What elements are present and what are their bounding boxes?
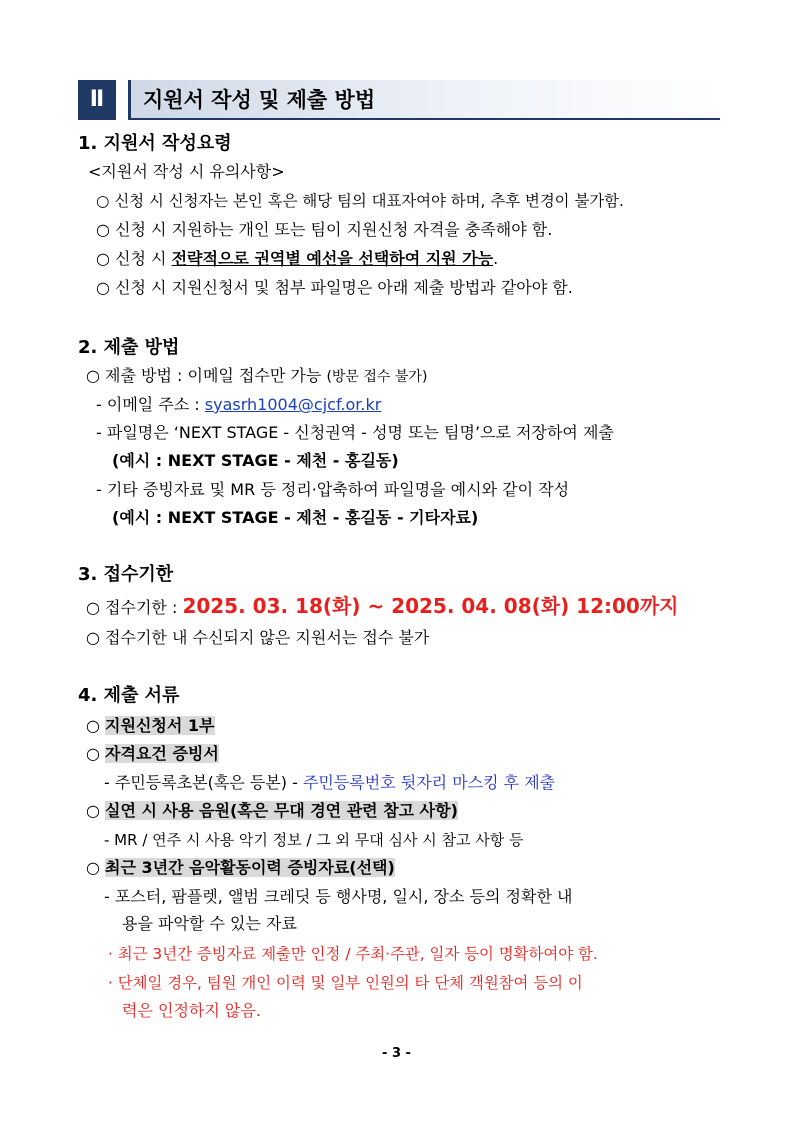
deadline-label: ○ 접수기한 : bbox=[86, 598, 183, 617]
document-item-1-bullet: ○ bbox=[86, 716, 106, 735]
email-link[interactable]: syasrh1004@cjcf.or.kr bbox=[204, 395, 382, 414]
document-item-2-bullet: ○ bbox=[86, 744, 106, 763]
document-item-4-note-2-line-2: 력은 인정하지 않음. bbox=[122, 1001, 261, 1020]
document-item-2-label: 자격요건 증빙서 bbox=[105, 744, 219, 763]
chapter-header bbox=[78, 80, 722, 120]
deadline-line bbox=[86, 594, 679, 620]
section4-heading: 4. 제출 서류 bbox=[78, 685, 180, 706]
chapter-title: 지원서 작성 및 제출 방법 bbox=[143, 88, 376, 112]
submission-method-note: (방문 접수 불가) bbox=[326, 369, 428, 385]
page-number: - 3 - bbox=[382, 1046, 411, 1061]
email-line bbox=[96, 393, 381, 417]
chapter-number: Ⅱ bbox=[78, 80, 116, 120]
filename-example: (예시 : NEXT STAGE - 제천 - 홍길동) bbox=[112, 451, 399, 470]
section1-item-2: ○ 신청 시 지원하는 개인 또는 팀이 지원신청 자격을 충족해야 함. bbox=[96, 220, 553, 239]
document-item-2-detail bbox=[104, 771, 555, 795]
deadline-value: 2025. 03. 18(화) ~ 2025. 04. 08(화) 12:00까지 bbox=[182, 594, 679, 618]
section1-item-3 bbox=[96, 247, 498, 271]
document-item-4-detail-line-1: - 포스터, 팜플렛, 앨범 크레딧 등 행사명, 일시, 장소 등의 정확한 내 bbox=[104, 887, 573, 906]
section1-item-3-suffix: . bbox=[493, 249, 499, 268]
document-item-3 bbox=[86, 799, 458, 823]
section1-heading: 1. 지원서 작성요령 bbox=[78, 133, 232, 154]
submission-method-label: ○ 제출 방법 : 이메일 접수만 가능 bbox=[86, 366, 327, 385]
document-item-4-detail-line-2: 용을 파악할 수 있는 자료 bbox=[122, 914, 297, 933]
document-item-3-label: 실연 시 사용 음원(혹은 무대 경연 관련 참고 사항) bbox=[105, 801, 458, 820]
filename-rule: - 파일명은 ‘NEXT STAGE - 신청권역 - 성명 또는 팀명’으로 저장하여 제출 bbox=[96, 423, 614, 442]
document-item-3-bullet: ○ bbox=[86, 801, 106, 820]
section1-subheading: <지원서 작성 시 유의사항> bbox=[88, 162, 285, 181]
section2-heading: 2. 제출 방법 bbox=[78, 337, 180, 358]
chapter-title-box bbox=[128, 80, 720, 120]
document-item-2-detail-emphasis: 주민등록번호 뒷자리 마스킹 후 제출 bbox=[302, 773, 556, 792]
section1-item-3-emphasis: 전략적으로 권역별 예선을 선택하여 지원 가능 bbox=[171, 249, 494, 268]
document-item-1-label: 지원신청서 1부 bbox=[105, 716, 215, 735]
submission-method bbox=[86, 364, 427, 389]
email-label: - 이메일 주소 : bbox=[96, 395, 205, 414]
deadline-note: ○ 접수기한 내 수신되지 않은 지원서는 접수 불가 bbox=[86, 628, 430, 647]
document-item-4-note-2-line-1: · 단체일 경우, 팀원 개인 이력 및 일부 인원의 타 단체 객원참여 등의 이 bbox=[108, 974, 583, 992]
section1-item-4: ○ 신청 시 지원신청서 및 첨부 파일명은 아래 제출 방법과 같아야 함. bbox=[96, 278, 573, 297]
document-item-4-label: 최근 3년간 음악활동이력 증빙자료(선택) bbox=[105, 858, 395, 877]
other-files-rule: - 기타 증빙자료 및 MR 등 정리·압축하여 파일명을 예시와 같이 작성 bbox=[96, 480, 570, 499]
document-item-2-detail-prefix: - 주민등록초본(혹은 등본) - bbox=[104, 773, 303, 792]
section1-item-3-prefix: ○ 신청 시 bbox=[96, 249, 172, 268]
section3-heading: 3. 접수기한 bbox=[78, 564, 174, 585]
document-item-4-note-1: · 최근 3년간 증빙자료 제출만 인정 / 주최·주관, 일자 등이 명확하여야 함. bbox=[108, 945, 598, 963]
other-files-example: (예시 : NEXT STAGE - 제천 - 홍길동 - 기타자료) bbox=[112, 508, 479, 527]
document-item-3-detail: - MR / 연주 시 사용 악기 정보 / 그 외 무대 심사 시 참고 사항 등 bbox=[104, 831, 524, 849]
document-item-2 bbox=[86, 742, 219, 766]
document-item-4-bullet: ○ bbox=[86, 858, 106, 877]
document-item-1 bbox=[86, 714, 215, 738]
document-item-4 bbox=[86, 856, 395, 880]
section1-item-1: ○ 신청 시 신청자는 본인 혹은 해당 팀의 대표자여야 하며, 추후 변경이 불가함. bbox=[96, 192, 624, 210]
